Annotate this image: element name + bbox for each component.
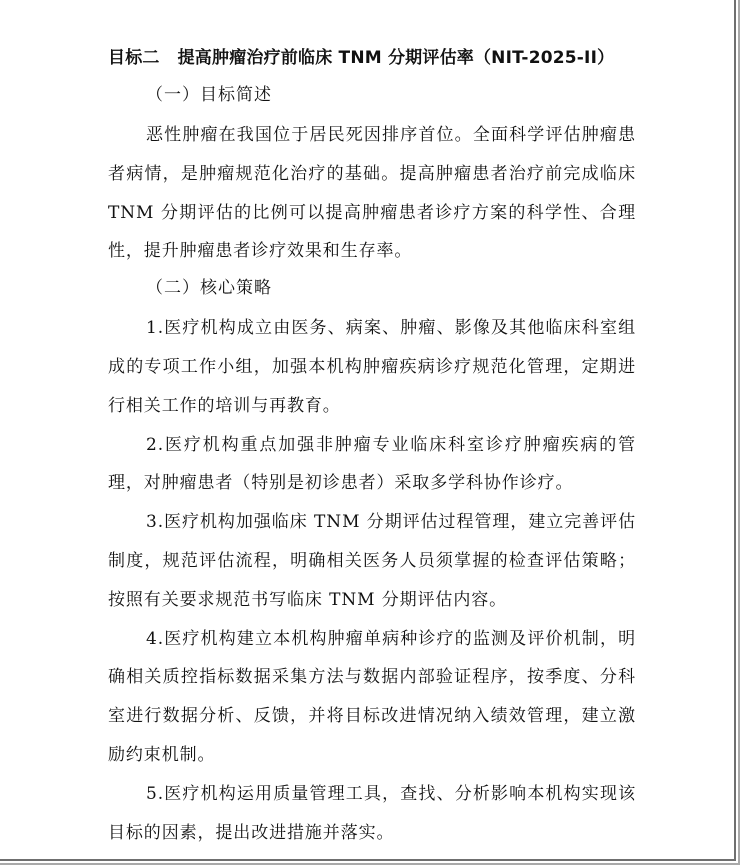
strategy-item-4: 4.医疗机构建立本机构肿瘤单病种诊疗的监测及评价机制，明确相关质控指标数据采集方法与数据内部验证程序，按季度、分科室进行数据分析、反馈，并将目标改进情况纳入绩效管理，建立激励约束机制。 xyxy=(108,628,636,765)
strategy-item-2: 2.医疗机构重点加强非肿瘤专业临床科室诊疗肿瘤疾病的管理，对肿瘤患者（特别是初诊患者）采取多学科协作诊疗。 xyxy=(108,434,636,494)
document-title xyxy=(108,44,636,72)
section-heading-overview: （一）目标简述 xyxy=(146,85,272,105)
document-body xyxy=(108,44,636,852)
strategy-item-1: 1.医疗机构成立由医务、病案、肿瘤、影像及其他临床科室组成的专项工作小组，加强本机构肿瘤疾病诊疗规范化管理，定期进行相关工作的培训与再教育。 xyxy=(108,318,636,416)
strategy-item-5: 5.医疗机构运用质量管理工具，查找、分析影响本机构实现该目标的因素，提出改进措施并落实。 xyxy=(108,783,636,843)
title-number: 目标二 xyxy=(108,48,160,68)
overview-paragraph: 恶性肿瘤在我国位于居民死因排序首位。全面科学评估肿瘤患者病情，是肿瘤规范化治疗的基础。提高肿瘤患者治疗前完成临床 TNM 分期评估的比例可以提高肿瘤患者诊疗方案的科学性、合理性，提升肿瘤患者诊疗效果和生存率。 xyxy=(108,125,636,262)
title-text: 提高肿瘤治疗前临床 TNM 分期评估率（NIT-2025-II） xyxy=(177,48,615,68)
section-heading-strategy: （二）核心策略 xyxy=(146,278,272,299)
strategy-item-3: 3.医疗机构加强临床 TNM 分期评估过程管理，建立完善评估制度，规范评估流程，明确相关医务人员须掌握的检查评估策略；按照有关要求规范书写临床 TNM 分期评估内容。 xyxy=(108,512,636,610)
